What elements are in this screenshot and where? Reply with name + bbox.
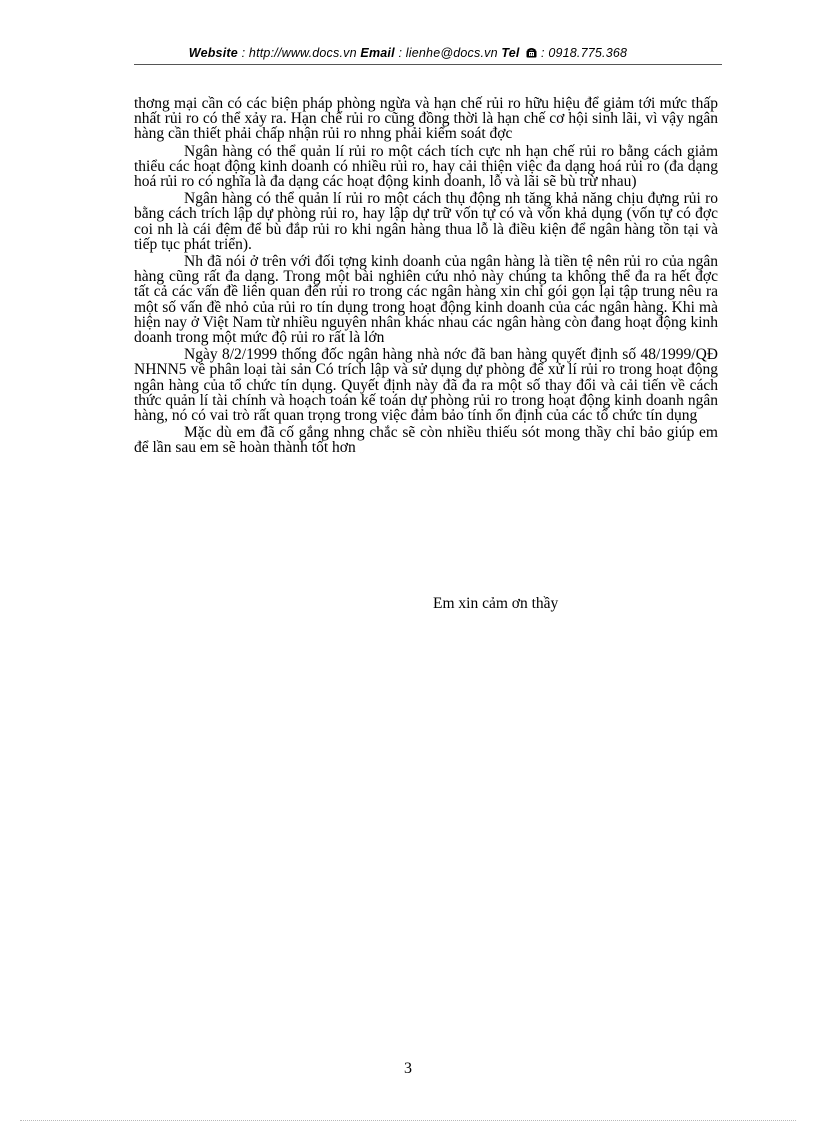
paragraph-2: Ngân hàng có thể quản lí rủi ro một cách tích cực nh hạn chế rủi ro bằng cách giảm thiểu các hoạt động kinh doanh có nhiều rủi ro, hay cải thiện việc đa dạng hoá rủi ro (đa dạng hoá rủi ro có nghĩa là đa dạng các hoạt động kinh doanh, lỗ và lãi sẽ bù trừ nhau): [134, 142, 718, 191]
paragraph-4: Nh đã nói ở trên với đối tợng kinh doanh của ngân hàng là tiền tệ nên rủi ro của ngân hàng cũng rất đa dạng. Trong một bài nghiên cứu nhỏ này chúng ta không thể đa ra hết đợc tất cả các vấn đề liên quan đến rủi ro trong các ngân hàng xin chỉ gói gọn lại tập trung nêu ra một số vấn đề nhỏ của rủi ro tín dụng trong hoạt động kinh doanh của các ngân hàng. Khi mà hiện nay ở Việt Nam từ nhiều nguyên nhân khác nhau các ngân hàng còn đang hoạt động kinh doanh trong một mức độ rủi ro rất là lớn: [134, 253, 718, 347]
tel-value: : 0918.775.368: [537, 46, 628, 60]
tel-label: Tel: [501, 46, 520, 60]
closing-line: Em xin cảm ơn thầy: [433, 595, 559, 612]
header-divider: [134, 64, 722, 65]
website-value: : http://www.docs.vn: [237, 46, 361, 60]
paragraph-1: thơng mại cần có các biện pháp phòng ngừa và hạn chế rủi ro hữu hiệu để giảm tới mức thấp nhất rủi ro có thể xảy ra. Hạn chế rủi ro cũng đồng thời là hạn chế cơ hội sinh lãi, vì vậy ngân hàng cần thiết phải chấp nhận rủi ro nhng phải kiểm soát đợc: [134, 95, 718, 143]
page-bottom-border: [20, 1120, 796, 1121]
page-number: 3: [404, 1060, 412, 1077]
email-label: Email: [360, 46, 395, 60]
telephone-icon: [526, 47, 537, 61]
website-label: Website: [188, 46, 238, 60]
document-body: [134, 96, 718, 458]
paragraph-6: Mặc dù em đã cố gắng nhng chắc sẽ còn nhiều thiếu sót mong thầy chỉ bảo giúp em để lần sau em sẽ hoàn thành tốt hơn: [134, 424, 718, 457]
email-value: : lienhe@docs.vn: [394, 46, 502, 60]
page-header: [0, 46, 816, 61]
paragraph-5: Ngày 8/2/1999 thống đốc ngân hàng nhà nớc đã ban hàng quyết định số 48/1999/QĐ NHNN5 về phân loại tài sản Có trích lập và sử dụng dự phòng để xử lí rủi ro trong hoạt động ngân hàng của tổ chức tín dụng. Quyết định này đã đa ra một số thay đổi và cải tiến về cách thức quản lí tài chính và hoạch toán kế toán dự phòng rủi ro trong hoạt động kinh doanh ngân hàng, nó có vai trò rất quan trọng trong việc đảm bảo tính ổn định của các tổ chức tín dụng: [134, 346, 718, 425]
telephone-icon-svg: [526, 47, 537, 58]
paragraph-3: Ngân hàng có thể quản lí rủi ro một cách thụ động nh tăng khả năng chịu đựng rủi ro bằng cách trích lập dự phòng rủi ro, hay lập dự trữ vốn tự có và vốn khả dụng (vốn tự có đợc coi nh là cái đệm để bù đắp rủi ro khi ngân hàng thua lỗ là điều kiện để ngân hàng tồn tại và tiếp tục phát triển).: [134, 190, 718, 253]
